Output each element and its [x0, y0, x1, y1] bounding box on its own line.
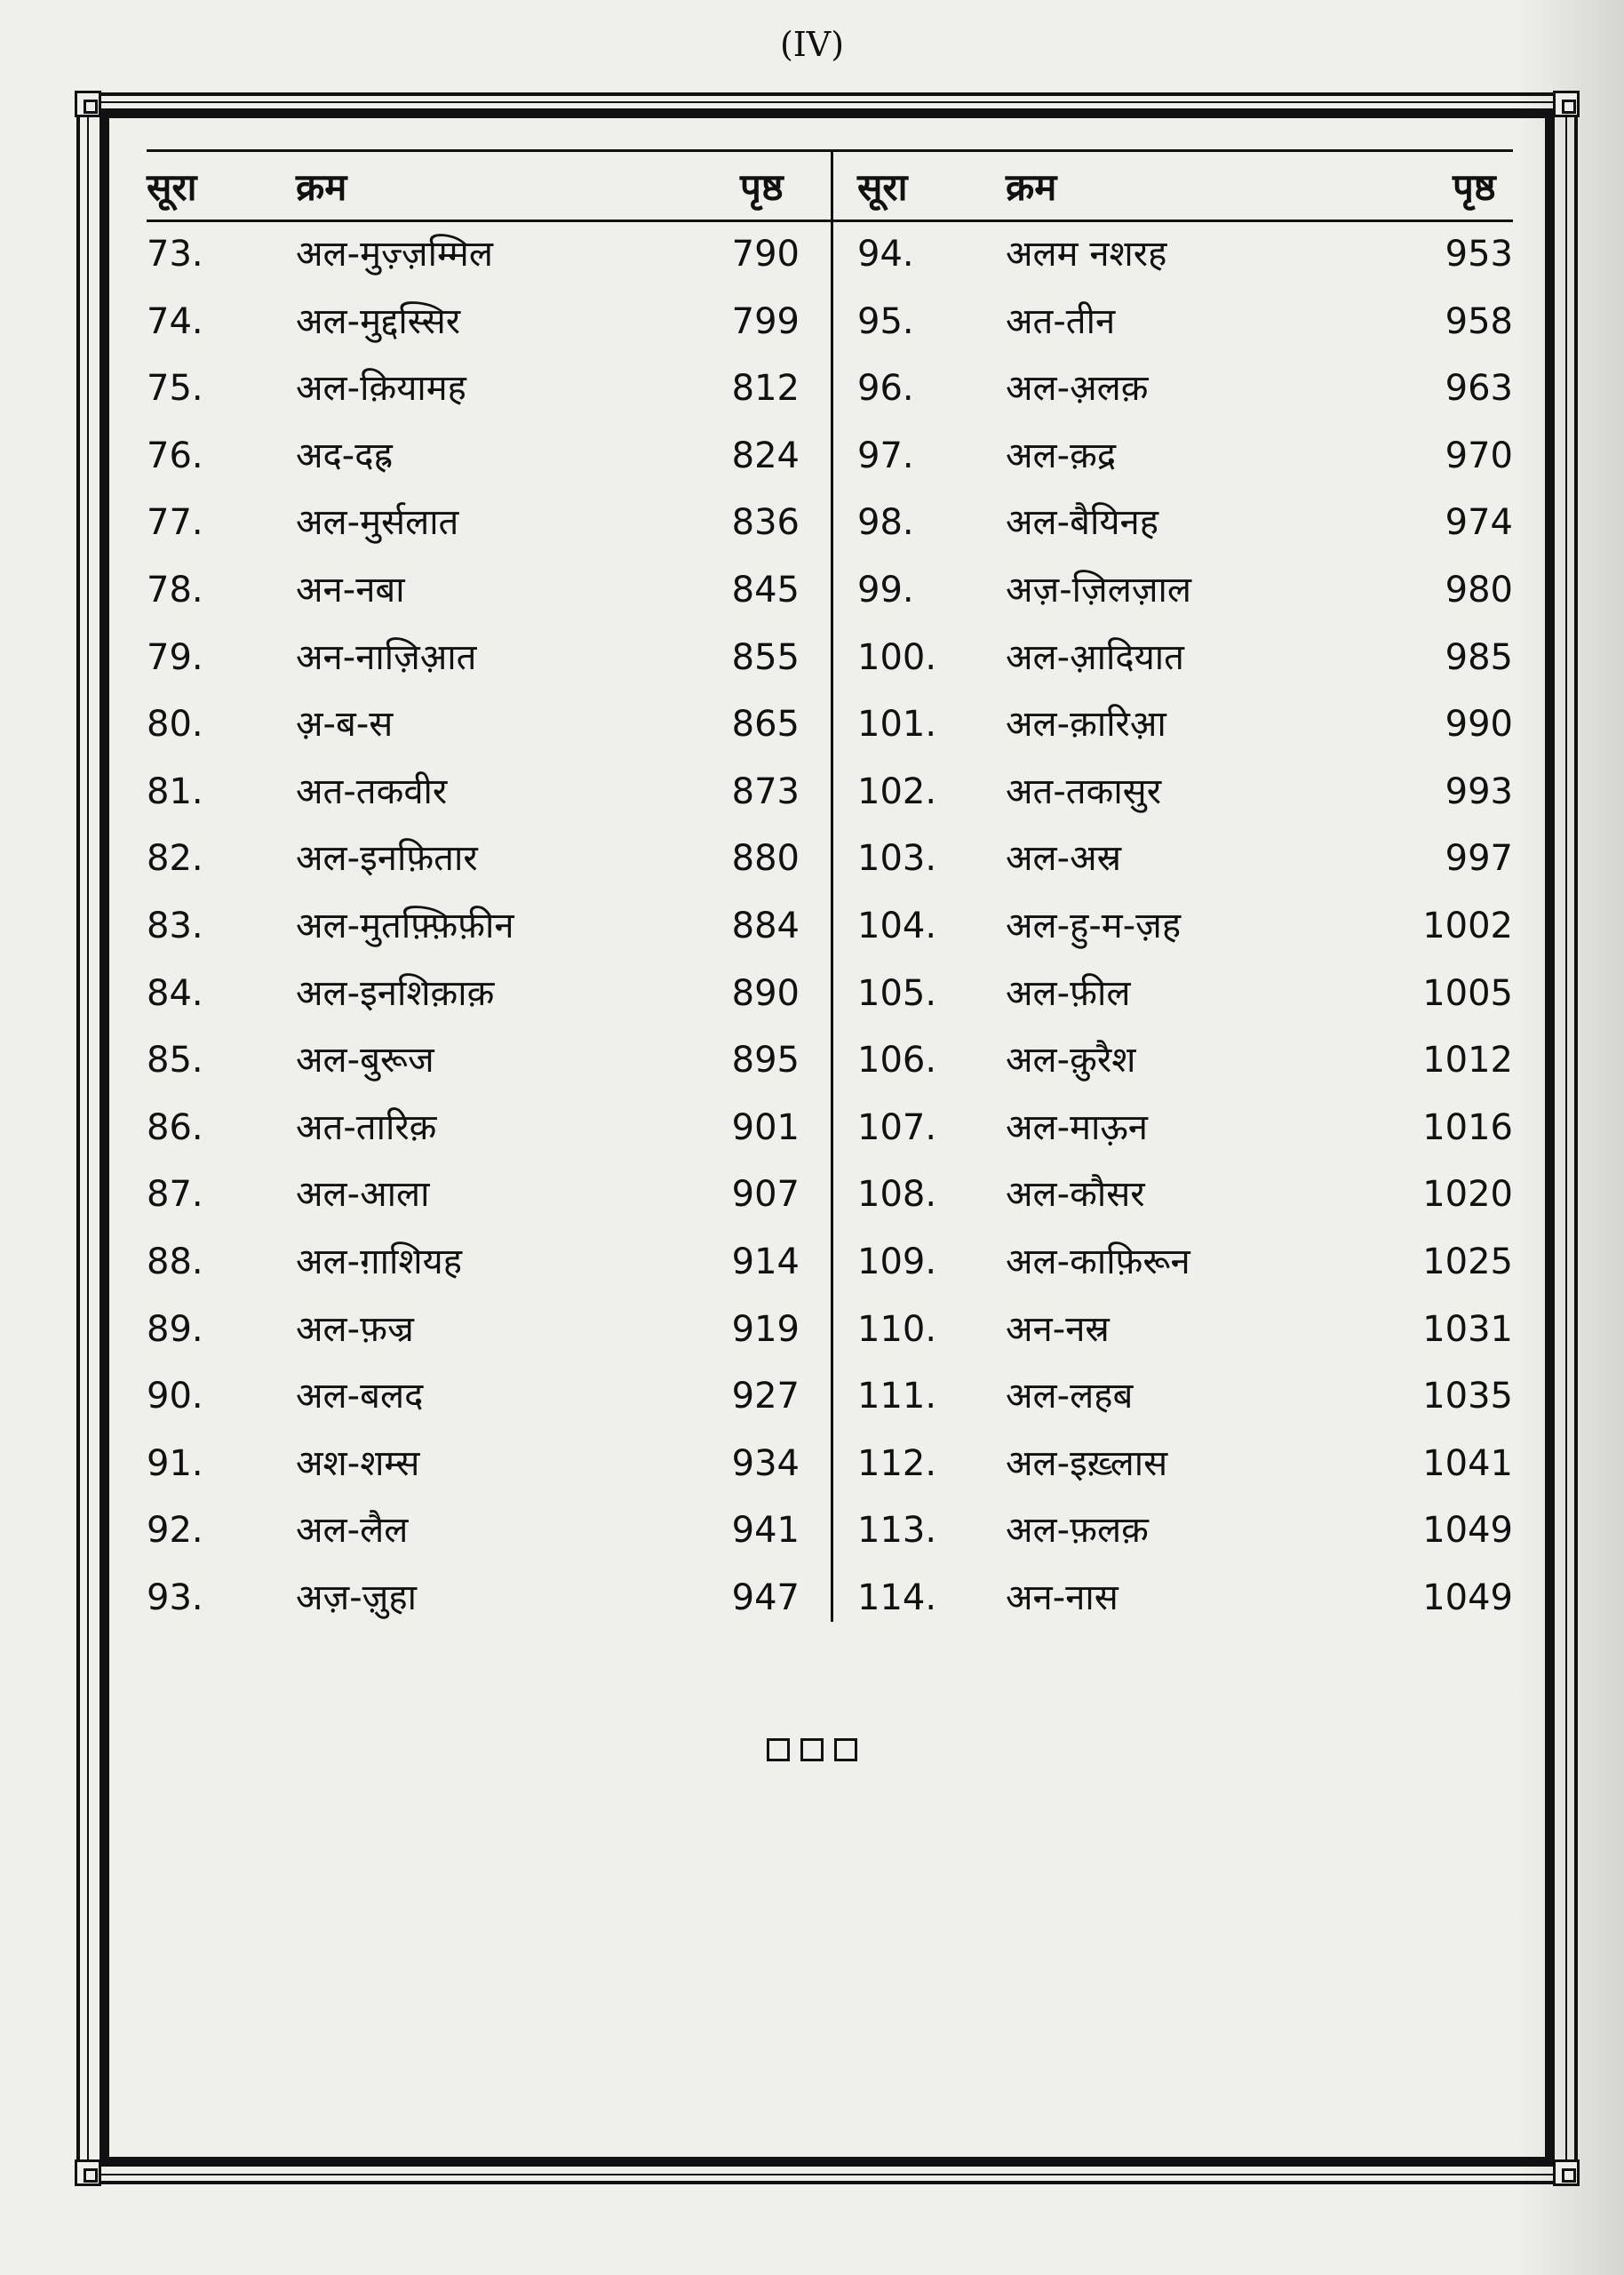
left-page-number: 895: [731, 1040, 800, 1082]
right-surah-number: 105.: [857, 972, 937, 1014]
right-surah-name: अल-अस्र: [1006, 838, 1122, 880]
right-surah-name: अल-अ़लक़: [1006, 368, 1149, 410]
frame-corner-ornament: [1553, 2159, 1580, 2186]
right-page-number: 1041: [1422, 1442, 1513, 1484]
left-page-number: 855: [731, 636, 800, 678]
end-square-icon: [800, 1738, 824, 1761]
right-surah-name: अल-माऊ़न: [1006, 1106, 1148, 1148]
right-surah-number: 106.: [857, 1040, 937, 1082]
left-surah-name: अत-तारिक़: [296, 1106, 437, 1148]
right-page-number: 1016: [1422, 1106, 1513, 1148]
left-surah-name: अत-तकवीर: [296, 770, 448, 812]
left-page-number: 865: [731, 704, 800, 746]
left-surah-name: अन-नाज़िआ़त: [296, 636, 477, 678]
header-kram-right: क्रम: [1006, 165, 1057, 209]
frame-corner-ornament: [75, 91, 101, 117]
left-surah-name: अल-इनफ़ितार: [296, 838, 478, 880]
left-surah-number: 93.: [147, 1577, 203, 1618]
table-row: [147, 558, 1513, 626]
right-surah-number: 97.: [857, 435, 914, 476]
right-surah-number: 102.: [857, 770, 937, 812]
left-surah-name: अद-दह्र: [296, 435, 393, 476]
right-surah-name: अज़-ज़िलज़ाल: [1006, 569, 1191, 611]
right-surah-name: अल-आ़दियात: [1006, 636, 1184, 678]
right-surah-name: अल-हु-म-ज़ह: [1006, 905, 1182, 946]
right-surah-name: अल-क़द्र: [1006, 435, 1117, 476]
right-page-number: 990: [1445, 704, 1513, 746]
right-surah-number: 114.: [857, 1577, 937, 1618]
left-surah-name: अल-लैल: [296, 1510, 409, 1552]
table-row: [147, 1432, 1513, 1499]
left-surah-number: 76.: [147, 435, 203, 476]
table-row: [147, 1297, 1513, 1365]
left-surah-number: 85.: [147, 1040, 203, 1082]
end-of-section-marks: [0, 1733, 1624, 1769]
right-surah-name: अलम नशरह: [1006, 234, 1167, 275]
left-surah-number: 75.: [147, 368, 203, 410]
left-surah-number: 73.: [147, 234, 203, 275]
left-surah-number: 83.: [147, 905, 203, 946]
left-surah-number: 78.: [147, 569, 203, 611]
right-surah-number: 108.: [857, 1174, 937, 1216]
left-page-number: 907: [731, 1174, 800, 1216]
right-page-number: 993: [1445, 770, 1513, 812]
left-page-number: 947: [731, 1577, 800, 1618]
right-surah-number: 96.: [857, 368, 914, 410]
table-body: [147, 222, 1513, 1632]
right-surah-number: 98.: [857, 502, 914, 544]
right-page-number: 980: [1445, 569, 1513, 611]
table-row: [147, 1162, 1513, 1230]
left-surah-number: 81.: [147, 770, 203, 812]
right-surah-name: अल-फ़लक़: [1006, 1510, 1149, 1552]
table-row: [147, 290, 1513, 357]
table-row: [147, 491, 1513, 558]
left-surah-name: अल-बलद: [296, 1376, 424, 1417]
header-kram-left: क्रम: [296, 165, 347, 209]
left-surah-number: 79.: [147, 636, 203, 678]
left-page-number: 880: [731, 838, 800, 880]
table-row: [147, 1096, 1513, 1163]
right-surah-number: 94.: [857, 234, 914, 275]
page-number: (IV): [779, 25, 845, 64]
right-surah-name: अल-काफ़िरून: [1006, 1241, 1190, 1282]
right-page-number: 1002: [1422, 905, 1513, 946]
left-surah-name: अश-शम्स: [296, 1442, 420, 1484]
left-page-number: 927: [731, 1376, 800, 1417]
left-page-number: 799: [731, 300, 800, 342]
table-row: [147, 424, 1513, 491]
right-surah-name: अल-फ़ील: [1006, 972, 1131, 1014]
right-page-number: 1049: [1422, 1510, 1513, 1552]
left-surah-name: अल-फ़ज्र: [296, 1308, 414, 1350]
table-row: [147, 1230, 1513, 1297]
table-row: [147, 1028, 1513, 1096]
left-surah-number: 86.: [147, 1106, 203, 1148]
right-page-number: 1031: [1422, 1308, 1513, 1350]
table-row: [147, 894, 1513, 962]
right-surah-name: अन-नस्र: [1006, 1308, 1110, 1350]
right-page-number: 1012: [1422, 1040, 1513, 1082]
left-page-number: 919: [731, 1308, 800, 1350]
right-surah-name: अल-बैयिनह: [1006, 502, 1158, 544]
left-page-number: 836: [731, 502, 800, 544]
left-page-number: 941: [731, 1510, 800, 1552]
right-surah-number: 100.: [857, 636, 937, 678]
right-surah-number: 104.: [857, 905, 937, 946]
left-surah-number: 87.: [147, 1174, 203, 1216]
right-surah-number: 107.: [857, 1106, 937, 1148]
left-surah-name: अल-मुज़्ज़म्मिल: [296, 234, 493, 275]
header-surah-left: सूरा: [147, 165, 197, 209]
end-square-icon: [834, 1738, 857, 1761]
left-page-number: 790: [731, 234, 800, 275]
right-page-number: 974: [1445, 502, 1513, 544]
left-surah-number: 92.: [147, 1510, 203, 1552]
frame-corner-ornament: [75, 2159, 101, 2186]
right-surah-number: 110.: [857, 1308, 937, 1350]
right-page-number: 1025: [1422, 1241, 1513, 1282]
right-surah-name: अत-तीन: [1006, 300, 1116, 342]
right-surah-name: अल-इख़्लास: [1006, 1442, 1168, 1484]
left-surah-number: 91.: [147, 1442, 203, 1484]
right-page-number: 985: [1445, 636, 1513, 678]
left-page-number: 884: [731, 905, 800, 946]
left-surah-number: 90.: [147, 1376, 203, 1417]
table-row: [147, 626, 1513, 693]
left-surah-number: 84.: [147, 972, 203, 1014]
left-surah-name: अल-इनशिक़ाक़: [296, 972, 495, 1014]
left-page-number: 914: [731, 1241, 800, 1282]
right-surah-name: अल-लहब: [1006, 1376, 1134, 1417]
right-page-number: 953: [1445, 234, 1513, 275]
left-surah-name: अल-क़ियामह: [296, 368, 466, 410]
left-surah-name: अज़-ज़ुहा: [296, 1577, 417, 1618]
left-surah-name: अ़-ब-स: [296, 704, 394, 746]
frame-corner-ornament: [1553, 91, 1580, 117]
right-page-number: 970: [1445, 435, 1513, 476]
right-surah-number: 109.: [857, 1241, 937, 1282]
right-surah-number: 113.: [857, 1510, 937, 1552]
table-row: [147, 1498, 1513, 1566]
end-square-icon: [767, 1738, 790, 1761]
right-page-number: 1035: [1422, 1376, 1513, 1417]
left-surah-name: अन-नबा: [296, 569, 405, 611]
right-surah-number: 103.: [857, 838, 937, 880]
table-row: [147, 1566, 1513, 1633]
table-row: [147, 222, 1513, 290]
table-header: [147, 149, 1513, 222]
right-surah-name: अन-नास: [1006, 1577, 1118, 1618]
left-page-number: 845: [731, 569, 800, 611]
left-page-number: 873: [731, 770, 800, 812]
header-prishth-right: पृष्ठ: [1453, 165, 1496, 209]
table-row: [147, 962, 1513, 1029]
right-surah-name: अल-क़ारिआ़: [1006, 704, 1166, 746]
right-surah-number: 111.: [857, 1376, 937, 1417]
left-surah-number: 89.: [147, 1308, 203, 1350]
right-surah-name: अत-तकासुर: [1006, 770, 1162, 812]
right-surah-name: अल-क़ुरैश: [1006, 1040, 1136, 1082]
header-surah-right: सूरा: [857, 165, 908, 209]
left-surah-name: अल-बुरूज: [296, 1040, 434, 1082]
right-surah-number: 99.: [857, 569, 914, 611]
left-surah-number: 80.: [147, 704, 203, 746]
left-surah-number: 82.: [147, 838, 203, 880]
left-page-number: 901: [731, 1106, 800, 1148]
left-page-number: 934: [731, 1442, 800, 1484]
left-page-number: 824: [731, 435, 800, 476]
right-page-number: 958: [1445, 300, 1513, 342]
header-prishth-left: पृष्ठ: [740, 165, 784, 209]
right-page-number: 1020: [1422, 1174, 1513, 1216]
left-surah-name: अल-मुद्दस्सिर: [296, 300, 461, 342]
right-page-number: 997: [1445, 838, 1513, 880]
left-surah-name: अल-मुतफ़्फ़िफ़ीन: [296, 905, 514, 946]
table-row: [147, 826, 1513, 894]
table-row: [147, 692, 1513, 760]
table-row: [147, 356, 1513, 424]
left-surah-number: 74.: [147, 300, 203, 342]
contents-table: [147, 149, 1513, 1632]
left-surah-number: 88.: [147, 1241, 203, 1282]
left-page-number: 812: [731, 368, 800, 410]
left-surah-number: 77.: [147, 502, 203, 544]
right-page-number: 1049: [1422, 1577, 1513, 1618]
right-surah-name: अल-कौसर: [1006, 1174, 1145, 1216]
right-surah-number: 112.: [857, 1442, 937, 1484]
left-surah-name: अल-आला: [296, 1174, 430, 1216]
left-surah-name: अल-मुर्सलात: [296, 502, 459, 544]
left-surah-name: अल-ग़ाशियह: [296, 1241, 462, 1282]
right-surah-number: 101.: [857, 704, 937, 746]
table-row: [147, 1364, 1513, 1432]
table-row: [147, 760, 1513, 827]
right-page-number: 963: [1445, 368, 1513, 410]
right-page-number: 1005: [1422, 972, 1513, 1014]
left-page-number: 890: [731, 972, 800, 1014]
right-surah-number: 95.: [857, 300, 914, 342]
